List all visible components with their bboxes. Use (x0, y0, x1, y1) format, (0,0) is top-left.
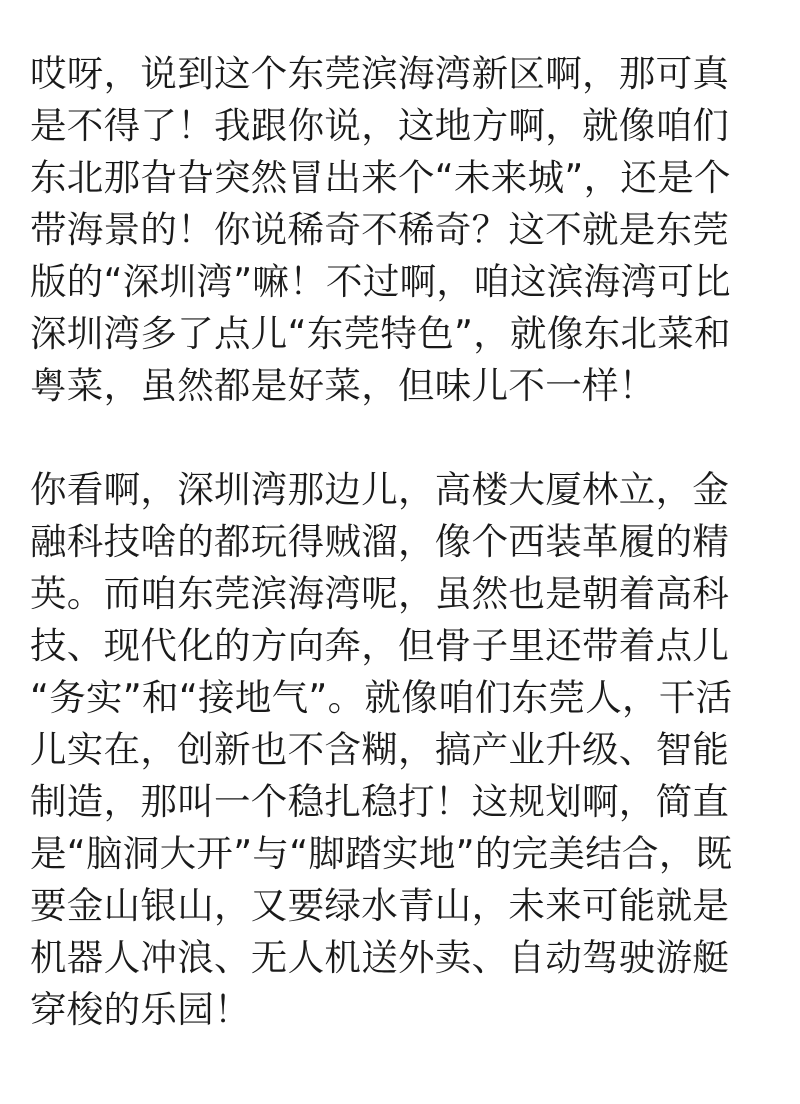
text-line: 英。而咱东莞滨海湾呢，虽然也是朝着高科 (30, 572, 730, 615)
text-line: “务实”和“接地气”。就像咱们东莞人，干活 (30, 676, 733, 719)
text-line: 儿实在，创新也不含糊，搞产业升级、智能 (30, 728, 730, 771)
paragraph-1 (30, 48, 772, 412)
text-line: 是不得了！我跟你说，这地方啊，就像咱们 (30, 104, 730, 147)
text-line: 带海景的！你说稀奇不稀奇？这不就是东莞 (30, 208, 730, 251)
text-line: 粤菜，虽然都是好菜，但味儿不一样！ (30, 364, 656, 407)
text-line: 融科技啥的都玩得贼溜，像个西装革履的精 (30, 520, 730, 563)
text-line: 深圳湾多了点儿“东莞特色”，就像东北菜和 (30, 312, 731, 355)
paragraph-2 (30, 464, 772, 1036)
text-line: 版的“深圳湾”嘛！不过啊，咱这滨海湾可比 (30, 260, 731, 303)
text-line: 机器人冲浪、无人机送外卖、自动驾驶游艇 (30, 936, 730, 979)
text-line: 你看啊，深圳湾那边儿，高楼大厦林立，金 (30, 468, 730, 511)
text-line: 要金山银山，又要绿水青山，未来可能就是 (30, 884, 730, 927)
text-line: 穿梭的乐园！ (30, 988, 251, 1031)
text-line: 技、现代化的方向奔，但骨子里还带着点儿 (30, 624, 730, 667)
text-line: 哎呀，说到这个东莞滨海湾新区啊，那可真 (30, 52, 730, 95)
text-line: 东北那旮旮突然冒出来个“未来城”，还是个 (30, 156, 731, 199)
text-line: 制造，那叫一个稳扎稳打！这规划啊，简直 (30, 780, 730, 823)
text-line: 是“脑洞大开”与“脚踏实地”的完美结合，既 (30, 832, 733, 875)
